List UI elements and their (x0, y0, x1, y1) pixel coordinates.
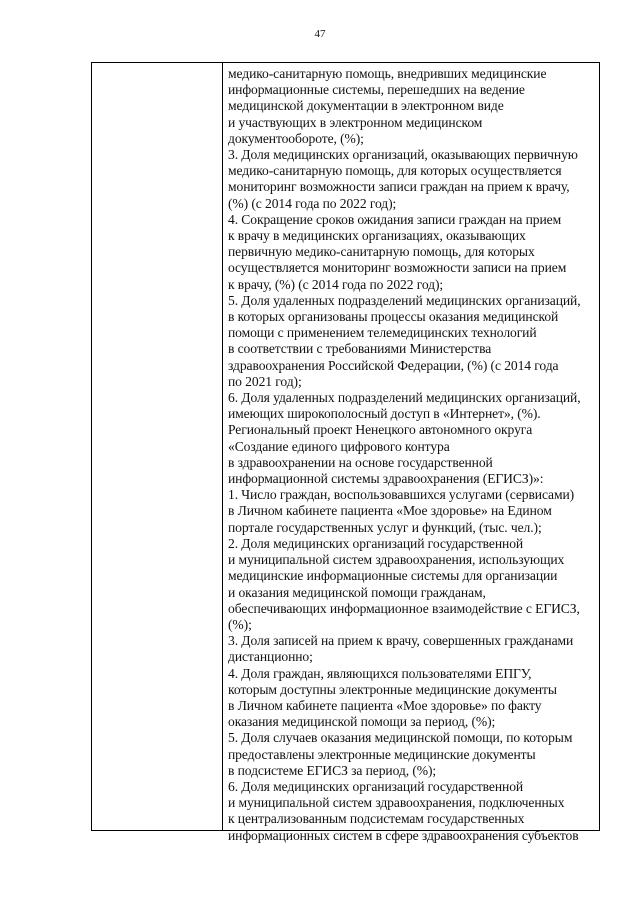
text-line: первичную медико-санитарную помощь, для которых (228, 244, 535, 260)
text-line: в Личном кабинете пациента «Мое здоровье» по факту (228, 697, 542, 713)
text-line: дистанционно; (228, 649, 313, 665)
text-line: 5. Доля удаленных подразделений медицинских организаций, (228, 292, 581, 308)
text-line: информационной системы здравоохранения (ЕГИСЗ)»: (228, 471, 544, 487)
text-line: осуществляется мониторинг возможности записи на прием (228, 260, 567, 276)
text-line: которым доступны электронные медицинские документы (228, 681, 557, 697)
text-line: документообороте, (%); (228, 130, 364, 146)
text-line: и муниципальной систем здравоохранения, использующих (228, 552, 565, 568)
text-line: портале государственных услуг и функций, (тыс. чел.); (228, 519, 542, 535)
text-line: имеющих широкополосный доступ в «Интернет», (%). (228, 406, 541, 422)
text-line: по 2021 год); (228, 373, 302, 389)
text-line: и оказания медицинской помощи гражданам, (228, 584, 486, 600)
page-number: 47 (314, 28, 326, 40)
text-line: 1. Число граждан, воспользовавшихся услугами (сервисами) (228, 487, 575, 503)
text-line: информационные системы, перешедших на ведение (228, 82, 525, 98)
text-line: обеспечивающих информационное взаимодействие с ЕГИСЗ, (228, 600, 580, 616)
text-line: (%); (228, 616, 252, 632)
text-line: информационных систем в сфере здравоохранения субъектов (228, 827, 579, 843)
table-left-cell (92, 63, 222, 830)
text-line: в которых организованы процессы оказания медицинской (228, 309, 559, 325)
text-line: к врачу, (%) (с 2014 года по 2022 год); (228, 276, 444, 292)
text-line: медико-санитарную помощь, внедривших медицинские (228, 66, 547, 81)
text-line: к централизованным подсистемам государственных (228, 811, 525, 827)
text-line: к врачу в медицинских организациях, оказывающих (228, 228, 526, 244)
text-line: в подсистеме ЕГИСЗ за период, (%); (228, 762, 437, 778)
column-divider (222, 63, 223, 830)
text-line: медицинские информационные системы для организации (228, 568, 558, 584)
text-line: оказания медицинской помощи за период, (%); (228, 714, 496, 730)
text-line: в Личном кабинете пациента «Мое здоровье» на Едином (228, 503, 552, 519)
text-line: 2. Доля медицинских организаций государственной (228, 535, 524, 551)
text-line: 4. Доля граждан, являющихся пользователями ЕПГУ, (228, 665, 532, 681)
text-line: помощи с применением телемедицинских технологий (228, 325, 537, 341)
text-line: мониторинг возможности записи граждан на прием к врачу, (228, 179, 570, 195)
text-line: «Создание единого цифрового контура (228, 438, 450, 454)
text-line: медицинской документации в электронном виде (228, 98, 504, 114)
table-right-cell (228, 66, 600, 844)
text-line: 6. Доля удаленных подразделений медицинских организаций, (228, 390, 581, 406)
text-line: в соответствии с требованиями Министерства (228, 341, 492, 357)
text-line: 3. Доля медицинских организаций, оказывающих первичную (228, 147, 578, 163)
text-line: и муниципальной систем здравоохранения, подключенных (228, 795, 565, 811)
text-line: здравоохранения Российской Федерации, (%) (с 2014 года (228, 357, 559, 373)
text-line: 4. Сокращение сроков ожидания записи граждан на прием (228, 211, 562, 227)
document-table (91, 62, 600, 843)
text-line: (%) (с 2014 года по 2022 год); (228, 195, 397, 211)
text-line: 3. Доля записей на прием к врачу, совершенных гражданами (228, 633, 574, 649)
text-line: предоставлены электронные медицинские документы (228, 746, 536, 762)
text-line: и участвующих в электронном медицинском (228, 114, 483, 130)
text-line: 6. Доля медицинских организаций государственной (228, 778, 524, 794)
text-line: в здравоохранении на основе государственной (228, 454, 493, 470)
text-line: медико-санитарную помощь, для которых осуществляется (228, 163, 562, 179)
text-line: Региональный проект Ненецкого автономного округа (228, 422, 533, 438)
text-line: 5. Доля случаев оказания медицинской помощи, по которым (228, 730, 573, 746)
